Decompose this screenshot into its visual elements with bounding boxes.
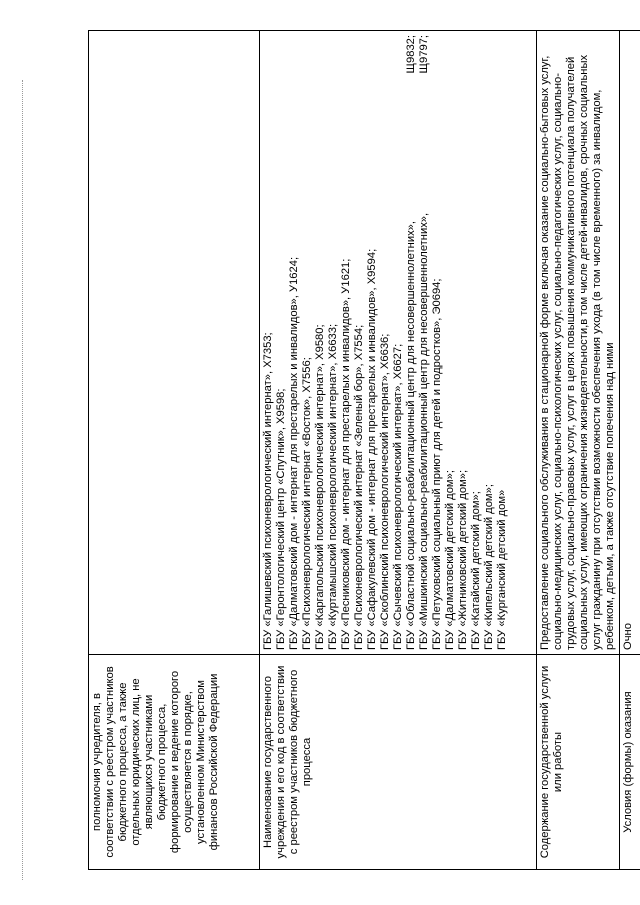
institution-item — [327, 35, 340, 650]
institution-code — [366, 35, 379, 39]
label-line: бюджетного процесса, — [156, 703, 168, 821]
institution-name: ГБУ «Скоблинский психоневрологический интернат», Х6636; — [379, 333, 391, 650]
service-description: Предоставление социального обслуживания в стационарной форме включая оказание социально-бытовых услуг, социально-медицинских услуг, социально-психологических услуг, социально-педагогических услуг, социально-трудовых услуг, социально-правовых услуг, услуг в целях повышения коммуникативного потенциала получателей социальных услуг, имеющих ограничения жизнедеятельности,в том числе детей-инвалидов, срочных социальных услуг гражданину при отсутствии возможности обеспечения ухода (в том числе временного) за инвалидом, ребенком, детьми, а также отсутствие попечения над ними — [537, 31, 620, 655]
institution-item — [314, 35, 327, 650]
institution-code — [431, 35, 444, 39]
institution-code — [314, 35, 327, 39]
institution-code — [496, 35, 509, 39]
institution-name: ГБУ «Галишевский психоневрологический интернат», Х7353; — [262, 332, 274, 650]
institution-item — [496, 35, 509, 650]
institution-name: ГБУ «Далматовский дом - интернат для престарелых и инвалидов», У1624; — [288, 256, 300, 650]
row-label — [89, 655, 260, 870]
institution-name: ГБУ «Далматовский детский дом»; — [444, 470, 456, 650]
table-row — [89, 31, 260, 870]
institution-item — [405, 35, 418, 650]
institution-item — [288, 35, 301, 650]
institution-name: ГБУ «Кипельский детский дом»; — [483, 484, 495, 650]
table-row — [260, 31, 537, 870]
label-line: учреждения и его код в соответствии — [275, 665, 287, 859]
institution-code — [301, 35, 314, 39]
label-line: процесса — [301, 737, 313, 787]
label-line: являющихся участниками — [143, 694, 155, 830]
institution-item — [340, 35, 353, 650]
label-line: финансов Российской Федерации — [208, 673, 220, 851]
institution-name: ГБУ «Психоневрологический интернат «Восток», Х7556; — [301, 357, 313, 650]
institution-item — [353, 35, 366, 650]
fold-mark — [22, 80, 23, 880]
institution-code — [379, 35, 392, 39]
label-line: с реестром участников бюджетного — [288, 669, 300, 855]
institution-name: ГБУ «Куртамышский психоневрологический интернат», Х6633; — [327, 323, 339, 650]
institution-item — [275, 35, 288, 650]
institution-name: ГБУ «Курганский детский дом» — [496, 489, 508, 650]
institution-item — [301, 35, 314, 650]
institution-item — [418, 35, 431, 650]
institution-code — [288, 35, 301, 39]
institution-code — [470, 35, 483, 39]
label-line: Наименование государственного — [262, 676, 274, 848]
institution-item — [470, 35, 483, 650]
institution-name: ГБУ «Катайский детский дом»; — [470, 491, 482, 650]
label-line: установленном Министерством — [195, 680, 207, 844]
label-line: Условия (формы) оказания — [622, 691, 634, 833]
institution-code — [327, 35, 340, 39]
label-line: или работы — [552, 731, 564, 793]
institution-item — [262, 35, 275, 650]
institution-name: ГБУ «Петуховский социальный приют для детей и подростков», Э0694; — [431, 278, 443, 650]
institution-item — [444, 35, 457, 650]
institution-item — [483, 35, 496, 650]
institution-item — [392, 35, 405, 650]
row-label — [620, 655, 640, 870]
institution-name: ГБУ «Сычевский психоневрологический интернат», Х6627; — [392, 343, 404, 650]
row-value — [89, 31, 260, 655]
table-row — [537, 31, 620, 870]
institution-code — [483, 35, 496, 39]
institution-code — [457, 35, 470, 39]
label-line: формирование и ведение которого — [169, 670, 181, 854]
institution-code — [340, 35, 353, 39]
institution-name: ГБУ «Геронтологический центр «Спутник», Х9598; — [275, 388, 287, 650]
table-row — [620, 31, 640, 870]
institution-name: ГБУ «Областной социально-реабилитационный центр для несовершеннолетних», — [405, 220, 417, 650]
institution-item — [431, 35, 444, 650]
institution-item — [379, 35, 392, 650]
label-line: полномочия учредителя, в — [91, 693, 103, 831]
institution-name: ГБУ «Песниковский дом - интернат для престарелых и инвалидов», У1621; — [340, 258, 352, 650]
institutions-list — [260, 31, 537, 655]
institution-code — [262, 35, 275, 39]
label-line: Содержание государственной услуги — [539, 665, 551, 859]
institution-code — [444, 35, 457, 39]
institution-code: Щ9832; — [405, 35, 417, 74]
row-label — [260, 655, 537, 870]
institution-name: ГБУ «Психоневрологический интернат «Зеленый бор», Х7554; — [353, 324, 365, 650]
institution-code — [353, 35, 366, 39]
service-table — [88, 30, 640, 870]
institution-code — [275, 35, 288, 39]
institution-item — [366, 35, 379, 650]
institution-name: ГБУ «Сафакулевский дом - интернат для престарелых и инвалидов», Х9594; — [366, 248, 378, 650]
institution-code — [392, 35, 405, 39]
institution-name: ГБУ «Мишкинский социально-реабилитационный центр для несовершеннолетних», — [418, 212, 430, 650]
label-line: бюджетного процесса, а также — [117, 682, 129, 842]
institution-code: Щ9797; — [418, 35, 430, 74]
service-form: Очно — [620, 31, 640, 655]
institution-name: ГБУ «Житниковский детский дом»; — [457, 469, 469, 650]
row-label — [537, 655, 620, 870]
label-line: соответствии с реестром участников — [104, 666, 116, 858]
label-line: осуществляется в порядке, — [182, 691, 194, 833]
institution-item — [457, 35, 470, 650]
label-line: отдельных юридических лиц, не — [130, 678, 142, 846]
institution-name: ГБУ «Каргапольский психоневрологический интернат», Х9580; — [314, 324, 326, 650]
rotated-document-page — [88, 30, 634, 870]
